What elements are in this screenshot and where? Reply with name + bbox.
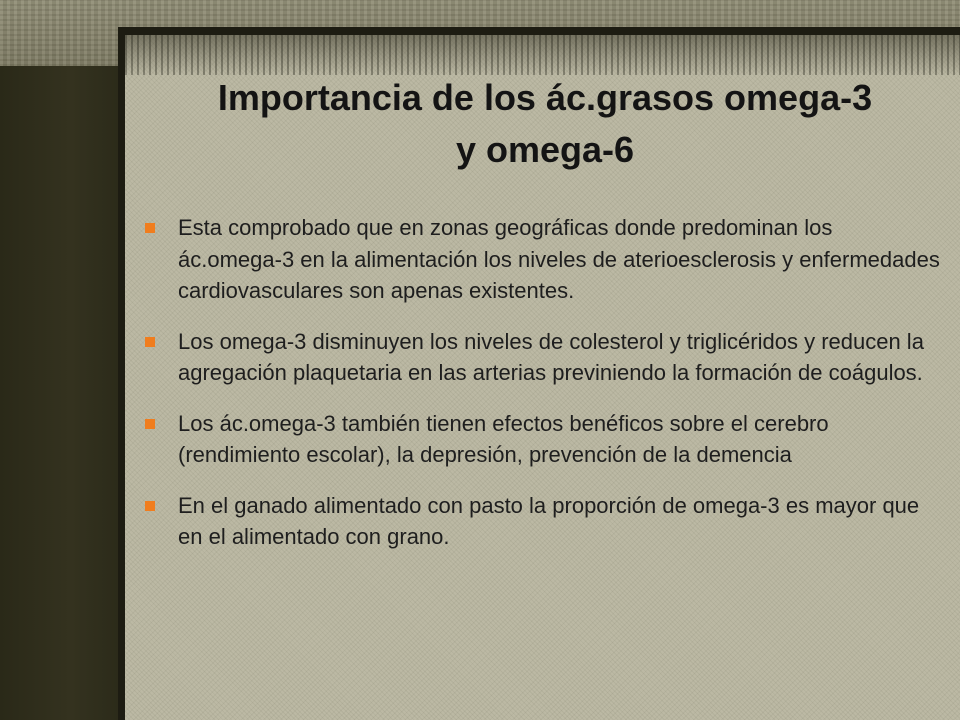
slide-title <box>145 72 945 176</box>
bullet-text: Los ác.omega-3 también tienen efectos benéficos sobre el cerebro (rendimiento escolar), la depresión, prevención de la demencia <box>178 410 829 467</box>
bullet-text: Esta comprobado que en zonas geográficas donde predominan los ác.omega-3 en la alimentación los niveles de aterioesclerosis y enfermedades cardiovasculares son apenas existentes. <box>178 215 940 303</box>
bullet-item <box>140 490 940 553</box>
left-decorative-strip <box>0 0 118 720</box>
panel-top-texture <box>125 35 960 75</box>
slide-title-line-1: Importancia de los ác.grasos omega-3 <box>217 77 873 118</box>
bullet-text: Los omega-3 disminuyen los niveles de colesterol y triglicéridos y reducen la agregación plaquetaria en las arterias previniendo la formación de coágulos. <box>178 328 924 385</box>
orange-square-bullet-icon <box>145 223 155 233</box>
orange-square-bullet-icon <box>145 501 155 511</box>
bullet-text: En el ganado alimentado con pasto la proporción de omega-3 es mayor que en el alimentado con grano. <box>178 492 920 549</box>
bullet-item <box>140 408 940 471</box>
slide-title-line-2: y omega-6 <box>455 129 635 170</box>
orange-square-bullet-icon <box>145 337 155 347</box>
bullet-item <box>140 326 940 389</box>
bullet-item <box>140 212 940 307</box>
orange-square-bullet-icon <box>145 419 155 429</box>
bullet-list <box>140 212 940 572</box>
